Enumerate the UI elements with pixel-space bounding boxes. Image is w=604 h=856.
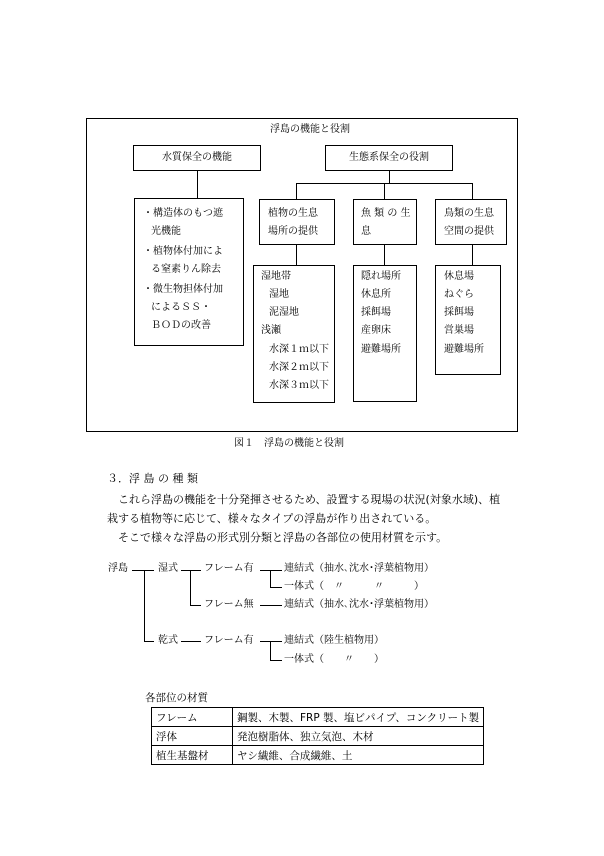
tree-wet-frame-no: フレーム無 <box>204 599 254 610</box>
tree-dry-frame-yes: フレーム有 <box>204 635 254 646</box>
paragraph-line: これら浮島の機能を十分発揮させるため、設置する現場の状況(対象水域)、植 <box>118 493 501 506</box>
connector <box>197 171 198 198</box>
fish-item: 産卵床 <box>361 325 391 336</box>
birds-title-line1: 鳥類の生息 <box>444 208 494 219</box>
birds-item: 営巣場 <box>444 325 474 336</box>
tree-integral-wet: 一体式（ 〃 〃 ） <box>284 581 424 592</box>
connector <box>384 183 385 199</box>
tree-line <box>181 570 201 571</box>
water-quality-header <box>133 145 261 171</box>
water-quality-box <box>134 198 244 346</box>
fish-item: 隠れ場所 <box>361 271 401 282</box>
fish-title-box <box>353 199 417 245</box>
plants-item: 水深２ｍ以下 <box>269 362 329 373</box>
figure-title: 浮島の機能と役割 <box>270 124 350 135</box>
tree-line <box>260 605 282 606</box>
material-cell: 鋼製、木製、FRP 製、塩ビパイプ、コンクリート製 <box>233 708 484 727</box>
part-cell: フレーム <box>152 708 233 727</box>
fish-title-line2: 息 <box>361 226 371 237</box>
tree-dry: 乾式 <box>158 635 178 646</box>
fish-item: 採餌場 <box>361 307 391 318</box>
water-quality-header-label: 水質保全の機能 <box>162 152 232 163</box>
table-row <box>152 746 484 765</box>
birds-item: ねぐら <box>444 289 474 300</box>
tree-integral-dry: 一体式（ 〃 ） <box>284 654 384 665</box>
tree-line <box>190 570 191 606</box>
tree-line <box>144 570 145 642</box>
plants-item: 湿地 <box>269 289 289 300</box>
tree-line <box>270 641 271 661</box>
table-row <box>152 708 484 727</box>
tree-linked-wet: 連結式（抽水､沈水･浮葉植物用） <box>284 563 434 574</box>
tree-line <box>260 570 282 571</box>
connector <box>384 245 385 265</box>
tree-line <box>270 570 271 588</box>
tree-wet: 湿式 <box>158 563 178 574</box>
ecosystem-header <box>325 145 453 171</box>
section-heading: ３．浮 島 の 種 類 <box>107 472 198 485</box>
wq-line: ＢＯＤの改善 <box>151 320 211 331</box>
tree-wet-frame-yes: フレーム有 <box>204 563 254 574</box>
wq-line: ・微生物担体付加 <box>143 284 223 295</box>
part-cell: 浮体 <box>152 727 233 746</box>
plants-item: 水深１ｍ以下 <box>269 344 329 355</box>
birds-list-box <box>435 265 501 375</box>
fish-list-box <box>353 265 417 402</box>
birds-item: 避難場所 <box>444 344 484 355</box>
plants-title-line1: 植物の生息 <box>268 208 318 219</box>
plants-item: 泥湿地 <box>269 307 299 318</box>
connector <box>472 245 473 265</box>
plants-item: 浅瀬 <box>261 325 281 336</box>
fish-item: 避難場所 <box>361 344 401 355</box>
part-cell: 植生基盤材 <box>152 746 233 765</box>
ecosystem-header-label: 生態系保全の役割 <box>349 152 429 163</box>
birds-title-line2: 空間の提供 <box>444 226 494 237</box>
wq-line: によるＳＳ・ <box>151 302 211 313</box>
materials-table <box>151 707 484 765</box>
plants-item: 水深３ｍ以下 <box>269 380 329 391</box>
tree-linked-dry: 連結式（陸生植物用） <box>284 635 384 646</box>
material-cell: ヤシ繊維、合成繊維、土 <box>233 746 484 765</box>
fish-title-line1: 魚 類 の 生 <box>361 208 411 219</box>
wq-line: ・植物体付加によ <box>143 246 223 257</box>
materials-title: 各部位の材質 <box>145 692 208 704</box>
paragraph-line: 栽する植物等に応じて、様々なタイプの浮島が作り出されている。 <box>107 512 437 525</box>
material-cell: 発泡樹脂体、独立気泡、木材 <box>233 727 484 746</box>
paragraph-line: そこで様々な浮島の形式別分類と浮島の各部位の使用材質を示す。 <box>118 531 448 544</box>
connector <box>296 245 297 265</box>
connector <box>472 183 473 199</box>
birds-title-box <box>435 199 507 245</box>
table-row <box>152 727 484 746</box>
tree-line <box>190 605 201 606</box>
plants-item: 湿地帯 <box>261 271 291 282</box>
wq-line: る窒素りん除去 <box>151 264 221 275</box>
tree-root: 浮島 <box>108 563 128 574</box>
tree-line <box>144 641 154 642</box>
tree-line <box>270 587 282 588</box>
tree-line <box>260 641 282 642</box>
fish-item: 休息所 <box>361 289 391 300</box>
wq-line: 光機能 <box>151 226 181 237</box>
tree-line <box>181 641 201 642</box>
plants-title-line2: 場所の提供 <box>268 226 318 237</box>
plants-title-box <box>259 199 335 245</box>
plants-list-box <box>253 265 335 403</box>
connector <box>389 171 390 183</box>
figure-caption: 図１ 浮島の機能と役割 <box>234 438 344 449</box>
birds-item: 採餌場 <box>444 307 474 318</box>
connector <box>296 183 297 199</box>
tree-linked-noframe: 連結式（抽水､沈水･浮葉植物用） <box>284 599 434 610</box>
tree-line <box>270 660 282 661</box>
birds-item: 休息場 <box>444 271 474 282</box>
wq-line: ・構造体のもつ遮 <box>143 208 223 219</box>
tree-line <box>132 570 154 571</box>
